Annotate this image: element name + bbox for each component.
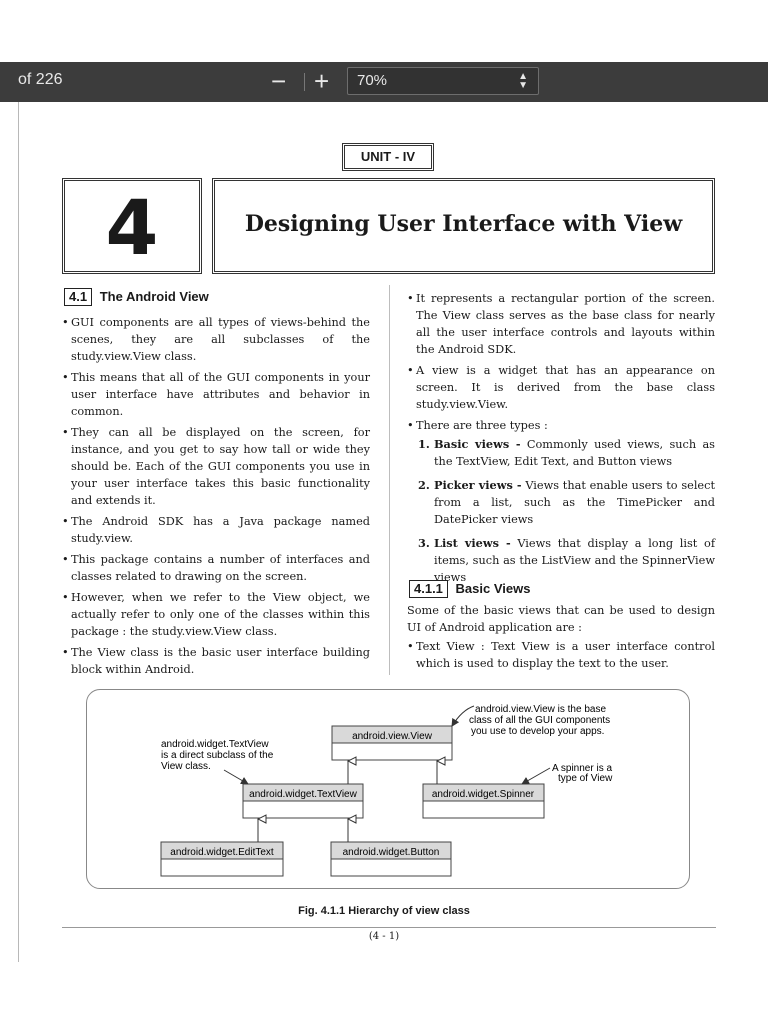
types-intro: There are three types : xyxy=(416,419,548,432)
section-number: 4.1 xyxy=(64,288,92,306)
zoom-dropdown-arrows-icon: ▲ ▼ xyxy=(518,71,528,91)
section-number: 4.1.1 xyxy=(409,580,448,598)
list-item: • It represents a rectangular portion of the screen. The View class serves as the base class for nearly all the user interface controls and layouts within the Android SDK. xyxy=(407,290,715,358)
note-line: type of View xyxy=(558,773,613,784)
note-line: View class. xyxy=(161,761,211,772)
section-title: Basic Views xyxy=(455,581,531,596)
zoom-out-button[interactable]: − xyxy=(271,66,287,96)
note-textview xyxy=(161,739,274,784)
zoom-in-button[interactable]: + xyxy=(314,66,330,96)
list-item: • This means that all of the GUI components in your user interface have attributes and behavior in common. xyxy=(62,369,370,420)
view-type-number: 1. xyxy=(418,437,430,451)
class-name: android.widget.TextView xyxy=(249,789,357,800)
chapter-title: Designing User Interface with View xyxy=(244,211,683,237)
list-item: • Text View : Text View is a user interface control which is used to display the text to the user. xyxy=(407,638,715,672)
note-line: is a direct subclass of the xyxy=(161,750,274,761)
section-title: The Android View xyxy=(99,289,209,304)
figure-caption: Fig. 4.1.1 Hierarchy of view class xyxy=(298,905,470,917)
class-box-edittext xyxy=(161,842,283,876)
class-box-view xyxy=(332,726,452,760)
basic-views-intro: Some of the basic views that can be used to design UI of Android application are : xyxy=(407,604,715,634)
class-name: android.widget.Spinner xyxy=(431,789,535,800)
list-item: • GUI components are all types of views-behind the scenes, they are all subclasses of the study.view.View class. xyxy=(62,314,370,365)
class-box-spinner xyxy=(423,784,544,818)
note-line: you use to develop your apps. xyxy=(471,726,605,737)
note-view xyxy=(452,704,610,737)
note-line: class of all the GUI components xyxy=(469,715,611,726)
note-pointer xyxy=(224,770,248,784)
view-type-term: Basic views - xyxy=(434,437,521,451)
class-name: android.view.View xyxy=(352,731,432,742)
note-line: android.widget.TextView xyxy=(161,739,269,750)
page-number: (4 - 1) xyxy=(368,931,400,942)
class-name: android.widget.Button xyxy=(342,847,440,858)
list-item: • The Android SDK has a Java package named study.view. xyxy=(62,513,370,547)
chapter-number: 4 xyxy=(62,178,202,274)
note-line: android.view.View is the base xyxy=(475,704,607,715)
view-type-text: Commonly used views, such as the TextView, Edit Text, and Button views xyxy=(434,438,715,468)
class-box-textview xyxy=(243,784,363,818)
note-spinner xyxy=(522,763,613,784)
page-counter: of 226 xyxy=(18,71,63,88)
class-box-button xyxy=(331,842,451,876)
list-item: • They can all be displayed on the screen, for instance, and you get to say how tall or wide they should be. Each of the GUI components you use in your user interface takes this basic functionality and extends it. xyxy=(62,424,370,509)
view-type-term: List views - xyxy=(434,536,511,550)
class-name: android.widget.EditText xyxy=(170,847,274,858)
list-item: • However, when we refer to the View object, we actually refer to only one of the classes within this package : the study.view.View class. xyxy=(62,589,370,640)
view-type-number: 2. xyxy=(418,478,430,492)
zoom-value: 70% xyxy=(357,72,388,89)
view-type-text: Views that enable users to select from a list, such as the TimePicker and DatePicker views xyxy=(434,479,715,526)
view-type-number: 3. xyxy=(418,536,430,550)
view-type-text: Views that display a long list of items, such as the ListView and the SpinnerView views xyxy=(434,537,716,584)
note-line: A spinner is a xyxy=(552,763,613,774)
footer-rule xyxy=(62,927,716,928)
note-pointer xyxy=(522,768,550,784)
unit-label: UNIT - IV xyxy=(342,143,434,171)
list-item: • A view is a widget that has an appearance on screen. It is derived from the base class study.view.View. xyxy=(407,362,715,413)
view-type-term: Picker views - xyxy=(434,478,522,492)
list-item: • This package contains a number of interfaces and classes related to drawing on the screen. xyxy=(62,551,370,585)
list-item: • The View class is the basic user interface building block within Android. xyxy=(62,644,370,678)
